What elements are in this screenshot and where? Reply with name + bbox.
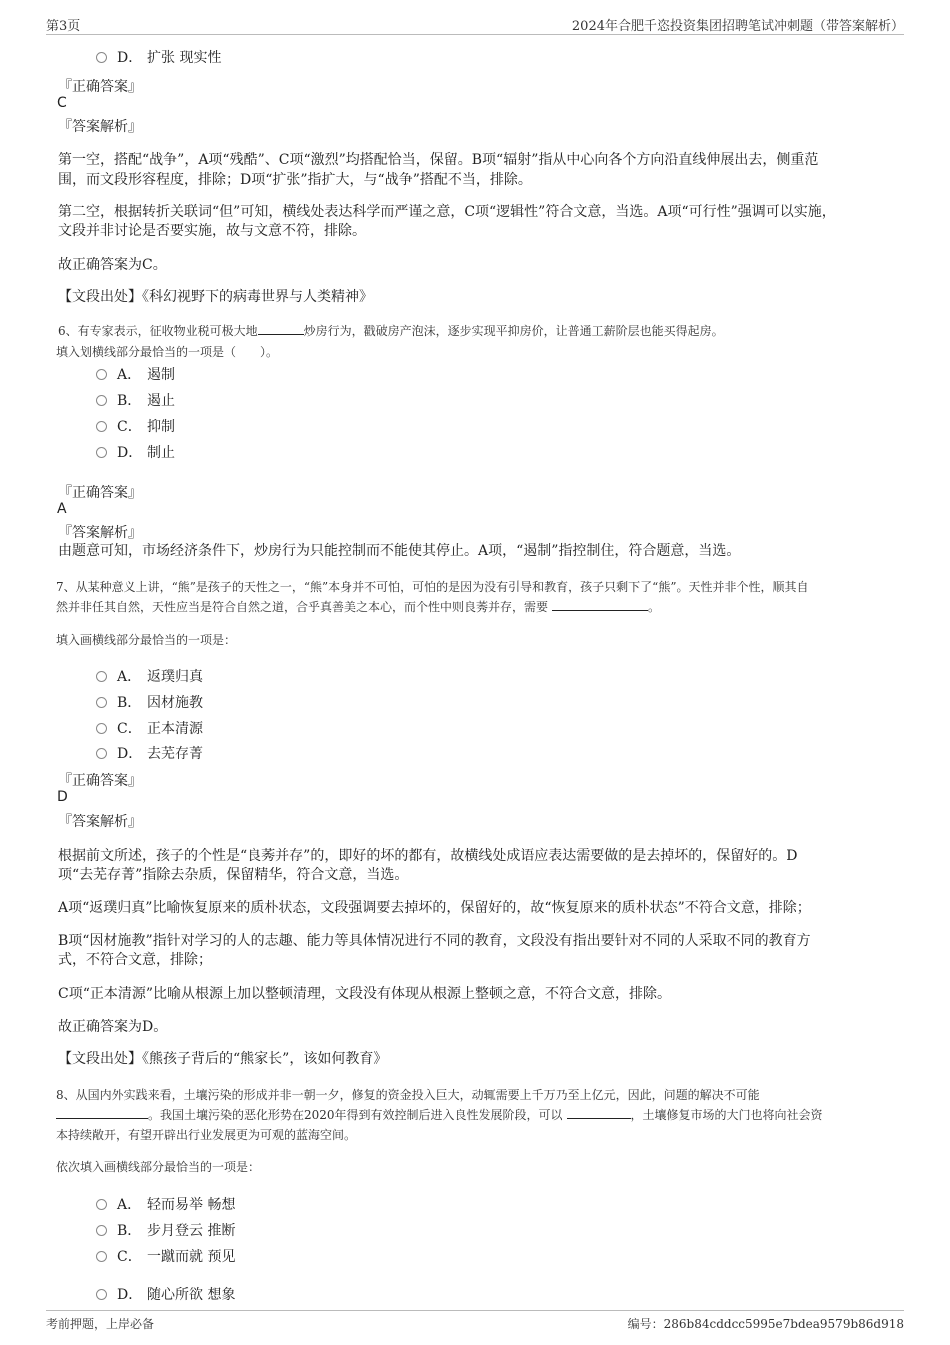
q8-option-c[interactable]: C． 一蹴而就 预见 [96, 1246, 235, 1266]
q5-para2-line2: 文段并非讨论是否要实施，故与文意不符，排除。 [58, 223, 366, 239]
q5-para2-line1: 第二空，根据转折关联词“但”可知，横线处表达科学而严谨之意，C项“逻辑性”符合文意，当选。A项“可行性”强调可以实施， [58, 204, 836, 220]
footer-slogan: 考前押题，上岸必备 [46, 1317, 155, 1331]
q6-answer-label: 『正确答案』 [58, 485, 142, 501]
q6-stem: 6、有专家表示，征收物业税可极大地 炒房行为，戳破房产泡沫，逐步实现平抑房价，让普通工薪阶层也能买得起房。 [58, 324, 724, 338]
q6-option-b[interactable]: B． 遏止 [96, 390, 175, 410]
radio-icon[interactable] [96, 671, 107, 682]
radio-icon[interactable] [96, 748, 107, 759]
q6-option-a[interactable]: A． 遏制 [96, 364, 175, 384]
q5-answer-label: 『正确答案』 [58, 79, 142, 95]
q7-stem-line2: 然并非任其自然，天性应当是符合自然之道，合乎真善美之本心，而个性中则良莠并存，需要 。 [56, 600, 661, 614]
q7-para4: C项“正本清源”比喻从根源上加以整顿清理，文段没有体现从根源上整顿之意，不符合文意，排除。 [58, 986, 672, 1002]
q8-option-d[interactable]: D． 随心所欲 想象 [96, 1284, 235, 1304]
q7-conclusion: 故正确答案为D。 [58, 1019, 168, 1035]
q6-blank [258, 322, 304, 335]
q5-analysis-label: 『答案解析』 [58, 119, 142, 135]
q8-option-a[interactable]: A． 轻而易举 畅想 [96, 1194, 235, 1214]
q7-option-b[interactable]: B． 因材施教 [96, 692, 203, 712]
q5-conclusion: 故正确答案为C。 [58, 257, 167, 273]
q7-option-d[interactable]: D． 去芜存菁 [96, 743, 203, 763]
q5-option-d[interactable]: D． 扩张 现实性 [96, 47, 221, 67]
page-header [46, 14, 904, 35]
q8-prompt: 依次填入画横线部分最恰当的一项是： [56, 1160, 261, 1174]
q7-para1-line1: 根据前文所述，孩子的个性是“良莠并存”的，即好的坏的都有，故横线处成语应表达需要做的是去掉坏的，保留好的。D [58, 848, 798, 864]
radio-icon[interactable] [96, 447, 107, 458]
q7-answer: D [57, 789, 68, 805]
radio-icon[interactable] [96, 1289, 107, 1300]
radio-icon[interactable] [96, 1199, 107, 1210]
q8-stem-line2: 。我国土壤污染的恶化形势在2020年得到有效控制后进入良性发展阶段，可以 ，土壤修复市场的大门也将向社会资 [56, 1106, 823, 1123]
q5-source: 【文段出处】《科幻视野下的病毒世界与人类精神》 [58, 289, 373, 305]
q5-para1-line1: 第一空，搭配“战争”，A项“残酷”、C项“激烈”均搭配恰当，保留。B项“辐射”指从中心向各个方向沿直线伸展出去，侧重范 [58, 152, 819, 168]
q7-para2: A项“返璞归真”比喻恢复原来的质朴状态，文段强调要去掉坏的，保留好的，故“恢复原来的质朴状态”不符合文意，排除； [58, 900, 811, 916]
q7-option-a[interactable]: A． 返璞归真 [96, 666, 203, 686]
q7-stem-line1: 7、从某种意义上讲，“熊”是孩子的天性之一，“熊”本身并不可怕，可怕的是因为没有引导和教育，孩子只剩下了“熊”。天性并非个性，顺其自 [56, 580, 809, 594]
q6-option-d[interactable]: D． 制止 [96, 442, 175, 462]
q6-prompt: 填入划横线部分最恰当的一项是（ ）。 [56, 345, 279, 359]
radio-icon[interactable] [96, 52, 107, 63]
radio-icon[interactable] [96, 1225, 107, 1236]
q7-source: 【文段出处】《熊孩子背后的“熊家长”，该如何教育》 [58, 1051, 388, 1067]
q8-stem-line3: 本持续敞开，有望开辟出行业发展更为可观的蓝海空间。 [56, 1128, 357, 1142]
document-title: 2024年合肥千恣投资集团招聘笔试冲刺题（带答案解析） [571, 19, 904, 34]
q7-para3-line1: B项“因材施教”指针对学习的人的志趣、能力等具体情况进行不同的教育，文段没有指出要针对不同的人采取不同的教育方 [58, 933, 811, 949]
q7-analysis-label: 『答案解析』 [58, 814, 142, 830]
q5-answer: C [57, 95, 67, 111]
q7-para3-line2: 式，不符合文意，排除； [58, 952, 212, 968]
q7-para1-line2: 项“去芜存菁”指除去杂质，保留精华，符合文意，当选。 [58, 867, 409, 883]
page-footer [46, 1310, 904, 1331]
q7-blank [552, 598, 648, 611]
q6-option-c[interactable]: C． 抑制 [96, 416, 175, 436]
q7-prompt: 填入画横线部分最恰当的一项是： [56, 633, 237, 647]
q8-blank-1 [56, 1106, 148, 1119]
radio-icon[interactable] [96, 697, 107, 708]
radio-icon[interactable] [96, 723, 107, 734]
radio-icon[interactable] [96, 395, 107, 406]
q8-stem-line1: 8、从国内外实践来看，土壤污染的形成并非一朝一夕，修复的资金投入巨大，动辄需要上千万乃至上亿元，因此，问题的解决不可能 [56, 1088, 760, 1102]
q8-option-b[interactable]: B． 步月登云 推断 [96, 1220, 235, 1240]
radio-icon[interactable] [96, 369, 107, 380]
radio-icon[interactable] [96, 421, 107, 432]
q7-option-c[interactable]: C． 正本清源 [96, 718, 203, 738]
q8-blank-2 [567, 1106, 631, 1119]
q6-analysis-label: 『答案解析』 [58, 525, 142, 541]
footer-serial: 编号：286b84cddcc5995e7bdea9579b86d918 [627, 1317, 904, 1331]
q6-analysis: 由题意可知，市场经济条件下，炒房行为只能控制而不能使其停止。A项，“遏制”指控制住，符合题意，当选。 [58, 543, 741, 559]
q7-answer-label: 『正确答案』 [58, 773, 142, 789]
page-number: 第3页 [46, 19, 81, 34]
q6-answer: A [57, 501, 67, 517]
q5-para1-line2: 围，而文段形容程度，排除；D项“扩张”指扩大，与“战争”搭配不当，排除。 [58, 172, 532, 188]
radio-icon[interactable] [96, 1251, 107, 1262]
